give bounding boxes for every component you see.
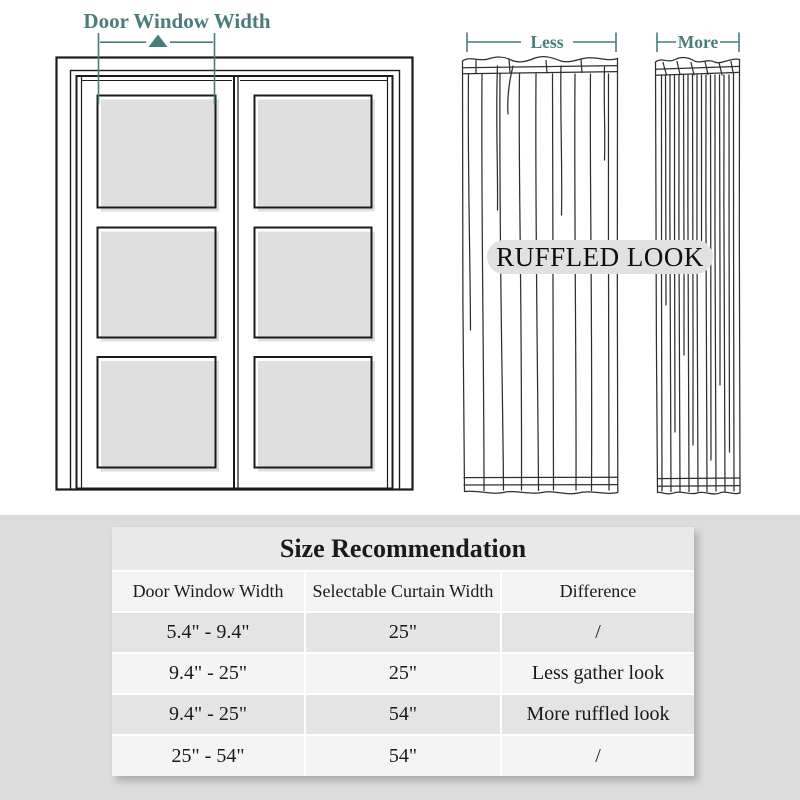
more-label: More xyxy=(677,32,719,52)
door-window-width-label: Door Window Width xyxy=(83,9,271,33)
table-title: Size Recommendation xyxy=(112,527,694,570)
table-row xyxy=(112,654,694,693)
table-cell: 25" - 54" xyxy=(112,736,304,776)
table-row xyxy=(112,736,694,776)
header-cell-door-window-width: Door Window Width xyxy=(112,572,304,611)
pane-shadow xyxy=(258,361,375,472)
pane-shadow xyxy=(101,100,219,212)
table-cell: 54" xyxy=(306,695,500,734)
curtain-more-folds xyxy=(661,75,734,492)
pane-shadow xyxy=(258,232,375,342)
table-row xyxy=(112,695,694,734)
table-cell: 5.4" - 9.4" xyxy=(112,613,304,652)
table-row xyxy=(112,613,694,652)
table-cell: 25" xyxy=(306,613,500,652)
curtain-less-header-lines xyxy=(463,60,618,74)
table-cell: 9.4" - 25" xyxy=(112,695,304,734)
door-illustration xyxy=(57,9,413,490)
door-width-measure-bracket xyxy=(99,33,215,105)
table-cell: 54" xyxy=(306,736,500,776)
curtain-more-header-lines xyxy=(656,62,740,76)
size-recommendation-section xyxy=(0,515,800,800)
badge-label: RUFFLED LOOK xyxy=(496,242,704,272)
header-cell-difference: Difference xyxy=(502,572,694,611)
table-cell: 9.4" - 25" xyxy=(112,654,304,693)
header-cell-selectable-curtain-width: Selectable Curtain Width xyxy=(306,572,500,611)
door-window-panes xyxy=(98,96,376,472)
curtain-less-folds xyxy=(468,66,609,491)
pane-shadow xyxy=(101,232,219,342)
pane-shadow xyxy=(258,100,375,212)
table-cell: Less gather look xyxy=(502,654,694,693)
table-header-row xyxy=(112,572,694,611)
table-cell: 25" xyxy=(306,654,500,693)
curtain-less-outline xyxy=(462,57,617,494)
table-cell: More ruffled look xyxy=(502,695,694,734)
curtain-more-hem-lines xyxy=(658,478,740,486)
ruffled-look-badge xyxy=(487,240,713,274)
less-label: Less xyxy=(530,32,564,52)
measure-arrow-icon xyxy=(149,35,168,48)
table-cell: / xyxy=(502,613,694,652)
table-cell: / xyxy=(502,736,694,776)
curtain-less-hem-lines xyxy=(464,477,618,485)
pane-shadow xyxy=(101,361,219,472)
size-recommendation-table xyxy=(112,527,694,776)
